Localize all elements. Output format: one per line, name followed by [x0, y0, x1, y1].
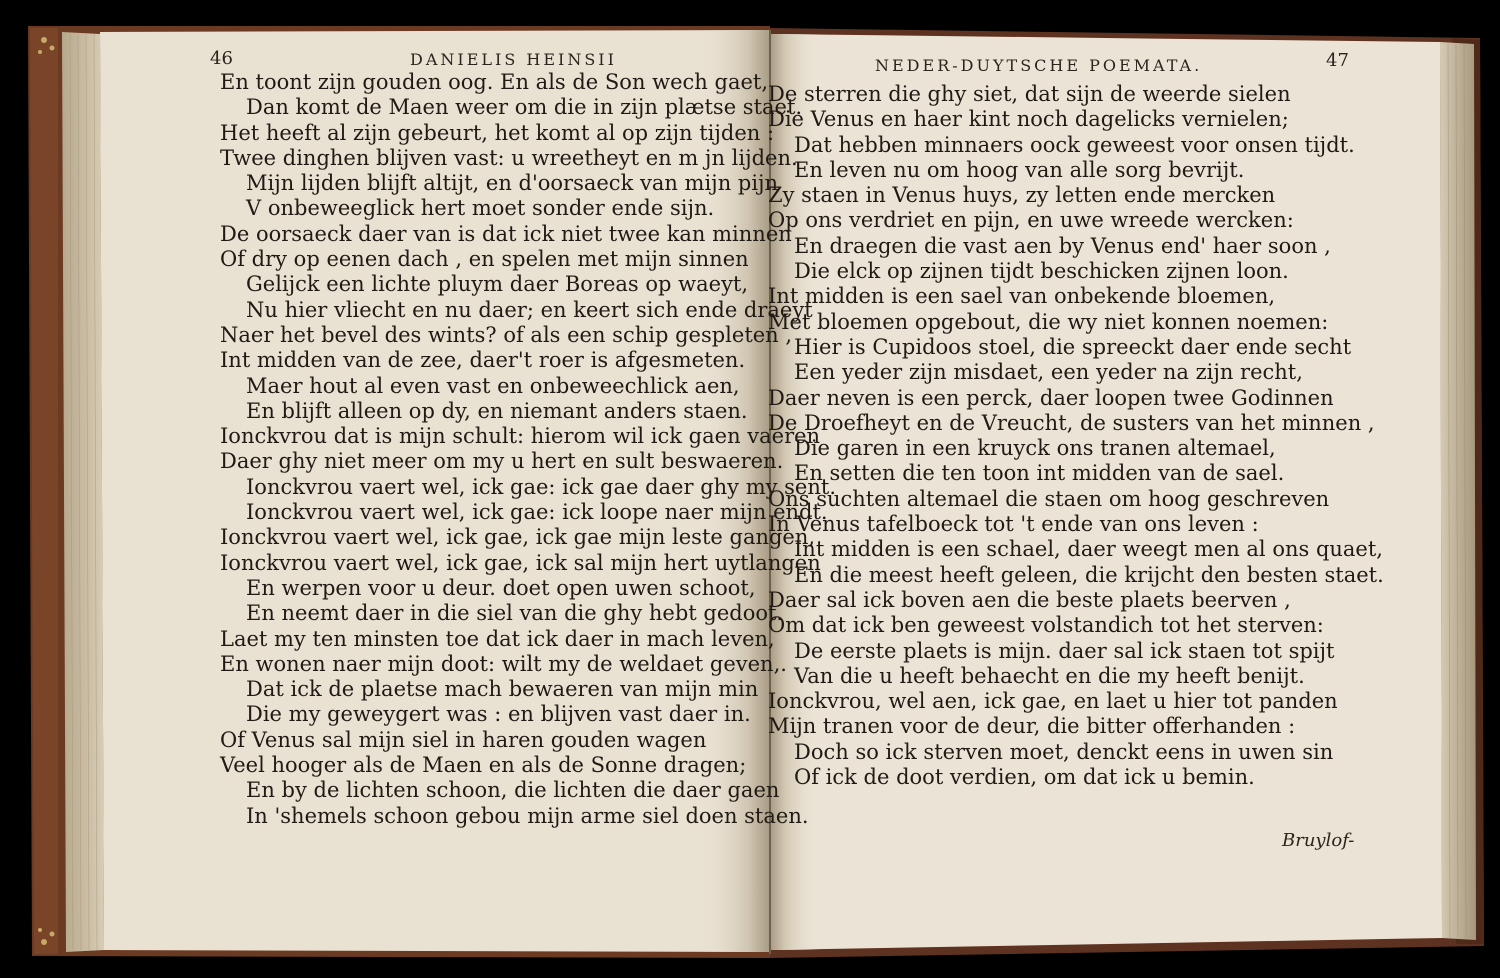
verse-line: Dan komt de Maen weer om die in zijn plætse staet.	[246, 95, 803, 120]
verse-line: Int midden van de zee, daer't roer is afgesmeten.	[220, 348, 746, 373]
page-edges-left	[62, 32, 104, 952]
verse-line: Mijn tranen voor de deur, die bitter offerhanden :	[768, 714, 1296, 739]
verse-line: Naer het bevel des wints? of als een schip gespleten ,	[220, 322, 793, 347]
verse-line: Mijn lijden blijft altijt, en d'oorsaeck van mijn pijn	[246, 171, 779, 196]
verse-line: Of Venus sal mijn siel in haren gouden wagen	[220, 727, 707, 752]
verse-line: En wonen naer mijn doot: wilt my de weldaet geven,.	[220, 651, 787, 676]
left-running-head: DANIELIS HEINSII	[410, 50, 617, 69]
verse-line: Het heeft al zijn gebeurt, het komt al op zijn tijden :	[220, 120, 775, 145]
verse-line: Laet my ten minsten toe dat ick daer in mach leven,	[220, 626, 775, 651]
verse-line: En werpen voor u deur. doet open uwen schoot,	[246, 575, 756, 600]
verse-line: Doch so ick sterven moet, denckt eens in uwen sin	[794, 739, 1334, 764]
verse-line: Veel hooger als de Maen en als de Sonne dragen;	[220, 753, 747, 778]
verse-line: Int midden is een sael van onbekende bloemen,	[768, 284, 1276, 309]
verse-line: Ionckvrou vaert wel, ick gae, ick gae mijn leste gangen,	[220, 525, 816, 550]
verse-line: Die my geweygert was : en blijven vast daer in.	[246, 702, 751, 727]
verse-line: Of dry op eenen dach , en spelen met mijn sinnen	[220, 247, 749, 272]
verse-line: Ionckvrou vaert wel, ick gae: ick loope naer mijn endt.	[246, 500, 828, 525]
verse-line: Ionckvrou dat is mijn schult: hierom wil ick gaen vaeren	[220, 424, 821, 449]
right-page-text	[768, 82, 1384, 790]
verse-line: Om dat ick ben geweest volstandich tot het sterven:	[768, 613, 1324, 638]
right-page-number: 47	[1326, 50, 1349, 71]
verse-line: Hier is Cupidoos stoel, die spreeckt daer ende secht	[794, 334, 1352, 359]
verse-line: Int midden is een schael, daer weegt men al ons quaet,	[794, 537, 1383, 562]
verse-line: De eerste plaets is mijn. daer sal ick staen tot spijt	[794, 638, 1335, 663]
verse-line: Daer sal ick boven aen die beste plaets beerven ,	[768, 587, 1291, 612]
verse-line: En blijft alleen op dy, en niemant anders staen.	[246, 398, 748, 423]
verse-line: Daer neven is een perck, daer loopen twee Godinnen	[768, 385, 1334, 410]
verse-line: Een yeder zijn misdaet, een yeder na zijn recht,	[794, 360, 1303, 385]
verse-line: En neemt daer in die siel van die ghy hebt gedoot.	[246, 601, 784, 626]
verse-line: En setten die ten toon int midden van de sael.	[794, 461, 1285, 486]
left-page-number: 46	[210, 48, 233, 69]
verse-line: Van die u heeft behaecht en die my heeft benijt.	[794, 663, 1305, 688]
verse-line: En toont zijn gouden oog. En als de Son wech gaet,	[220, 70, 769, 94]
verse-line: In 'shemels schoon gebou mijn arme siel doen staen.	[246, 803, 809, 828]
left-page-text	[220, 70, 836, 829]
verse-line: Die Venus en haer kint noch dagelicks vernielen;	[768, 107, 1289, 132]
verse-line: Ons suchten altemael die staen om hoog geschreven	[768, 486, 1330, 511]
verse-line: En leven nu om hoog van alle sorg bevrijt.	[794, 157, 1245, 182]
verse-line: De sterren die ghy siet, dat sijn de weerde sielen	[768, 82, 1291, 106]
verse-line: V onbeweeglick hert moet sonder ende sijn.	[246, 196, 715, 221]
verse-line: En draegen die vast aen by Venus end' haer soon ,	[794, 233, 1331, 258]
verse-line: De Droefheyt en de Vreucht, de susters van het minnen ,	[768, 410, 1375, 435]
verse-line: Zy staen in Venus huys, zy letten ende mercken	[768, 183, 1276, 208]
verse-line: Die elck op zijnen tijdt beschicken zijnen loon.	[794, 259, 1289, 284]
verse-line: En die meest heeft geleen, die krijcht den besten staet.	[794, 562, 1384, 587]
verse-line: Ionckvrou, wel aen, ick gae, en laet u hier tot panden	[768, 689, 1338, 714]
verse-line: Of ick de doot verdien, om dat ick u bemin.	[794, 765, 1255, 790]
verse-line: Maer hout al even vast en onbeweechlick aen,	[246, 373, 740, 398]
verse-line: Gelijck een lichte pluym daer Boreas op waeyt,	[246, 272, 749, 297]
verse-line: Op ons verdriet en pijn, en uwe wreede wercken:	[768, 208, 1294, 233]
verse-line: Ionckvrou vaert wel, ick gae, ick sal mijn hert uytlangen	[220, 550, 821, 575]
verse-line: Twee dinghen blijven vast: u wreetheyt en m jn lijden.	[220, 145, 798, 170]
verse-line: Dat ick de plaetse mach bewaeren van mijn min	[246, 677, 759, 702]
verse-line: Daer ghy niet meer om my u hert en sult beswaeren.	[220, 449, 784, 474]
verse-line: Met bloemen opgebout, die wy niet konnen noemen:	[768, 309, 1329, 334]
verse-line: Ionckvrou vaert wel, ick gae: ick gae daer ghy my sent.	[246, 474, 836, 499]
verse-line: Nu hier vliecht en nu daer; en keert sich ende draeyt	[246, 297, 813, 322]
right-running-head: NEDER-DUYTSCHE POEMATA.	[875, 56, 1203, 75]
verse-line: De oorsaeck daer van is dat ick niet twee kan minnen	[220, 221, 792, 246]
catchword: Bruylof-	[1282, 830, 1355, 851]
verse-line: En by de lichten schoon, die lichten die daer gaen	[246, 778, 780, 803]
verse-line: Die garen in een kruyck ons tranen altemael,	[794, 436, 1276, 461]
verse-line: Dat hebben minnaers oock geweest voor onsen tijdt.	[794, 132, 1355, 157]
verse-line: In Venus tafelboeck tot 't ende van ons leven :	[768, 512, 1259, 537]
